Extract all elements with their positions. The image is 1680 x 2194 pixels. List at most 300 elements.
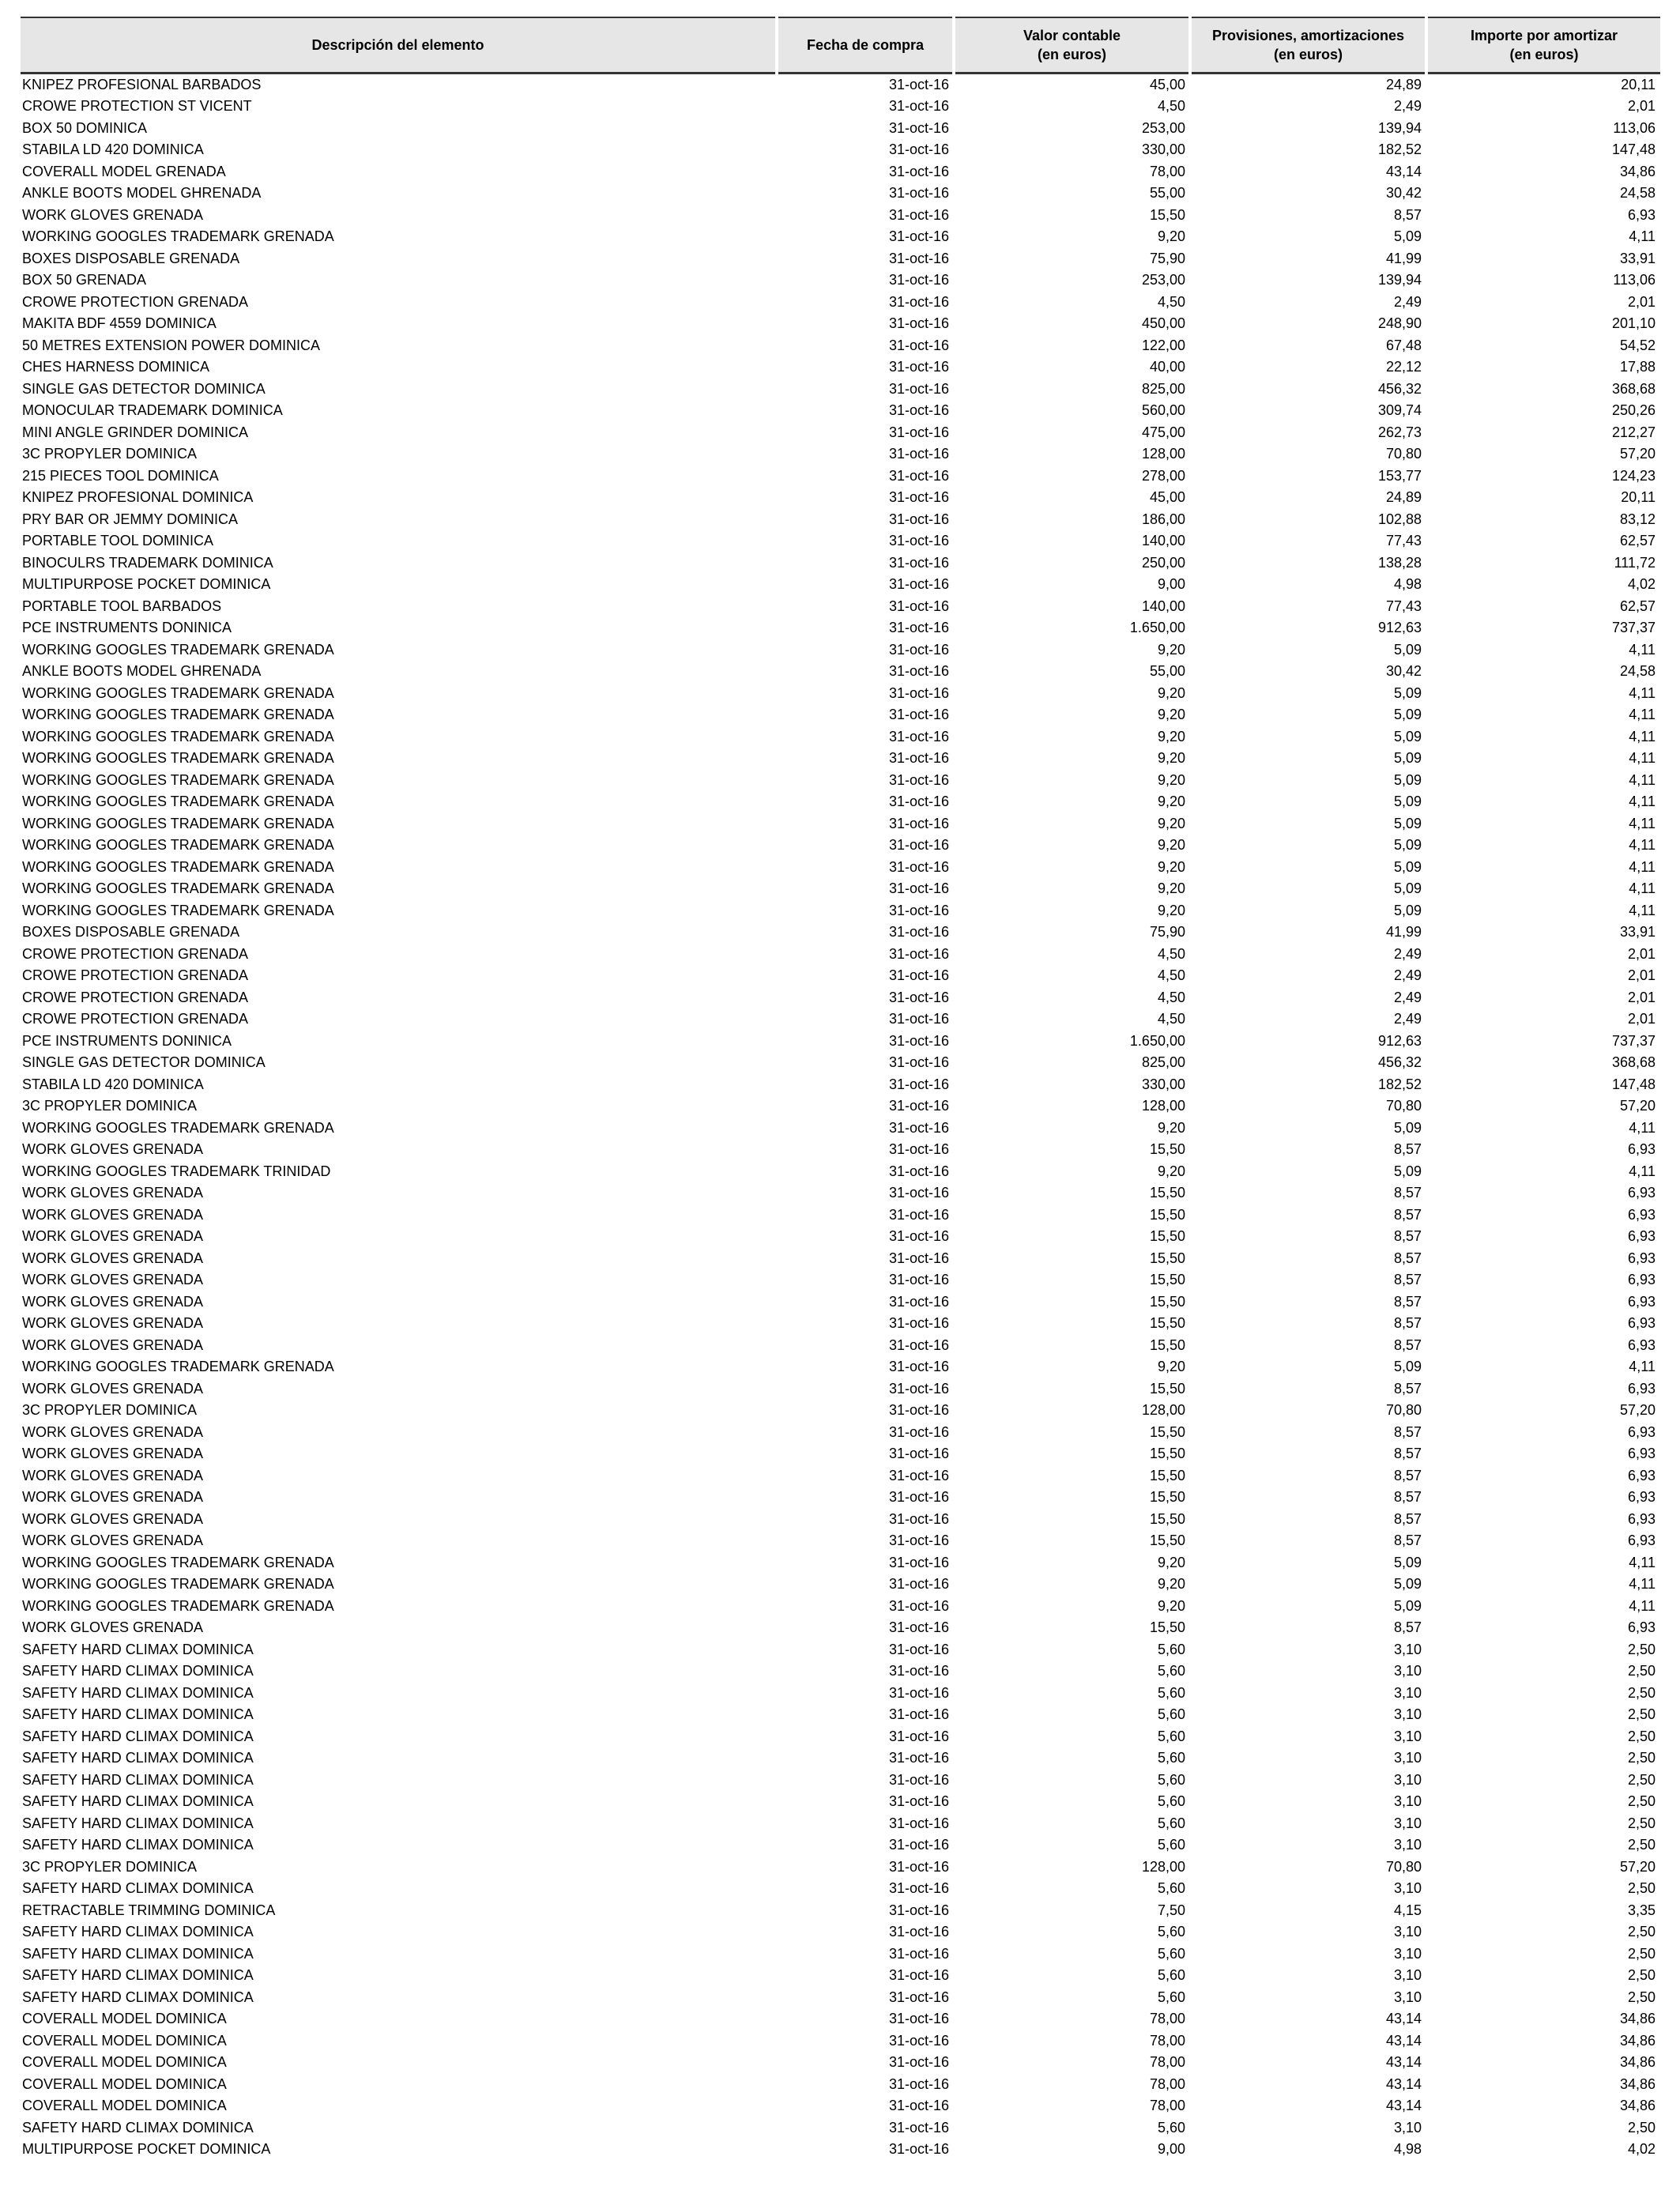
- cell-amount-to-amortize: 34,86: [1619, 2054, 1656, 2070]
- cell-purchase-date: 31-oct-16: [888, 2032, 949, 2049]
- cell-book-value: 15,50: [1149, 1619, 1185, 1635]
- cell-purchase-date: 31-oct-16: [888, 315, 949, 331]
- cell-provisions: 3,10: [1393, 1706, 1422, 1722]
- cell-book-value: 9,20: [1157, 1576, 1185, 1592]
- cell-description: CROWE PROTECTION GRENADA: [22, 967, 249, 983]
- table-row: [21, 379, 1660, 401]
- cell-provisions: 3,10: [1393, 1684, 1422, 1701]
- table-row: [21, 1400, 1660, 1422]
- cell-purchase-date: 31-oct-16: [888, 1880, 949, 1896]
- cell-amount-to-amortize: 4,11: [1629, 1163, 1656, 1179]
- cell-provisions: 43,14: [1385, 2054, 1422, 2070]
- cell-description: CROWE PROTECTION GRENADA: [22, 1011, 249, 1027]
- cell-amount-to-amortize: 6,93: [1627, 1380, 1656, 1397]
- cell-description: MAKITA BDF 4559 DOMINICA: [22, 315, 217, 331]
- cell-purchase-date: 31-oct-16: [888, 989, 949, 1005]
- cell-purchase-date: 31-oct-16: [888, 1532, 949, 1548]
- cell-purchase-date: 31-oct-16: [888, 1250, 949, 1266]
- table-row: [21, 2095, 1660, 2117]
- table-row: [21, 1747, 1660, 1770]
- header-book-value: Valor contable (en euros): [954, 17, 1190, 73]
- cell-book-value: 9,20: [1157, 641, 1185, 658]
- cell-description: WORKING GOOGLES TRADEMARK TRINIDAD: [22, 1163, 331, 1179]
- table-row: [21, 552, 1660, 575]
- table-row: [21, 443, 1660, 466]
- cell-book-value: 5,60: [1157, 1728, 1185, 1744]
- table-row: [21, 400, 1660, 422]
- header-purchase-date: Fecha de compra: [777, 17, 954, 73]
- table-row: [21, 1182, 1660, 1204]
- cell-book-value: 5,60: [1157, 1641, 1185, 1657]
- cell-provisions: 262,73: [1377, 424, 1422, 440]
- cell-amount-to-amortize: 4,11: [1629, 858, 1656, 875]
- cell-purchase-date: 31-oct-16: [888, 2075, 949, 2092]
- cell-amount-to-amortize: 34,86: [1619, 2098, 1656, 2113]
- table-row: [21, 639, 1660, 662]
- cell-purchase-date: 31-oct-16: [888, 1663, 949, 1679]
- table-row: [21, 1008, 1660, 1031]
- cell-purchase-date: 31-oct-16: [888, 359, 949, 375]
- table-row: [21, 1335, 1660, 1357]
- cell-amount-to-amortize: 4,11: [1629, 707, 1656, 722]
- cell-provisions: 8,57: [1393, 1206, 1422, 1223]
- table-row: [21, 1617, 1660, 1639]
- cell-purchase-date: 31-oct-16: [888, 250, 949, 266]
- cell-provisions: 8,57: [1393, 1619, 1422, 1635]
- cell-provisions: 2,49: [1393, 989, 1422, 1005]
- cell-description: WORKING GOOGLES TRADEMARK GRENADA: [22, 837, 334, 853]
- table-row: [21, 813, 1660, 835]
- cell-description: WORKING GOOGLES TRADEMARK GRENADA: [22, 707, 334, 722]
- cell-book-value: 5,60: [1157, 1945, 1185, 1962]
- cell-book-value: 9,20: [1157, 837, 1185, 853]
- cell-description: CHES HARNESS DOMINICA: [22, 359, 210, 375]
- cell-purchase-date: 31-oct-16: [888, 380, 949, 397]
- cell-book-value: 9,20: [1157, 1163, 1185, 1179]
- cell-provisions: 5,09: [1393, 684, 1422, 701]
- cell-purchase-date: 31-oct-16: [888, 2098, 949, 2113]
- table-row: [21, 900, 1660, 922]
- table-row: [21, 292, 1660, 314]
- table-row: [21, 661, 1660, 683]
- cell-purchase-date: 31-oct-16: [888, 924, 949, 940]
- table-row: [21, 1161, 1660, 1183]
- cell-provisions: 5,09: [1393, 837, 1422, 853]
- table-row: [21, 704, 1660, 726]
- table-row: [21, 1726, 1660, 1748]
- cell-provisions: 4,15: [1393, 1902, 1422, 1918]
- cell-amount-to-amortize: 4,11: [1629, 228, 1656, 244]
- cell-provisions: 153,77: [1377, 467, 1422, 484]
- cell-description: KNIPEZ PROFESIONAL BARBADOS: [22, 76, 262, 92]
- table-row: [21, 1443, 1660, 1465]
- cell-provisions: 43,14: [1385, 163, 1422, 179]
- cell-provisions: 43,14: [1385, 2075, 1422, 2092]
- cell-book-value: 825,00: [1141, 1054, 1185, 1070]
- cell-amount-to-amortize: 2,01: [1627, 98, 1656, 114]
- cell-book-value: 45,00: [1149, 489, 1185, 505]
- cell-book-value: 9,20: [1157, 228, 1185, 244]
- cell-purchase-date: 31-oct-16: [888, 467, 949, 484]
- cell-amount-to-amortize: 4,11: [1629, 902, 1656, 918]
- cell-book-value: 15,50: [1149, 1423, 1185, 1440]
- cell-purchase-date: 31-oct-16: [888, 1793, 949, 1809]
- cell-book-value: 5,60: [1157, 1815, 1185, 1831]
- cell-book-value: 186,00: [1141, 511, 1185, 527]
- cell-provisions: 309,74: [1377, 402, 1422, 418]
- cell-book-value: 15,50: [1149, 1315, 1185, 1331]
- header-row: [21, 17, 1660, 73]
- cell-amount-to-amortize: 33,91: [1619, 250, 1656, 266]
- cell-description: CROWE PROTECTION GRENADA: [22, 293, 249, 310]
- cell-amount-to-amortize: 6,93: [1627, 1336, 1656, 1353]
- table-row: [21, 878, 1660, 900]
- cell-amount-to-amortize: 6,93: [1627, 1315, 1656, 1331]
- cell-purchase-date: 31-oct-16: [888, 684, 949, 701]
- cell-book-value: 5,60: [1157, 1793, 1185, 1809]
- cell-amount-to-amortize: 4,11: [1629, 1576, 1656, 1592]
- cell-book-value: 128,00: [1141, 1858, 1185, 1875]
- cell-purchase-date: 31-oct-16: [888, 1576, 949, 1592]
- cell-book-value: 278,00: [1141, 467, 1185, 484]
- cell-description: SINGLE GAS DETECTOR DOMINICA: [22, 1054, 266, 1070]
- cell-book-value: 15,50: [1149, 1489, 1185, 1505]
- cell-description: WORKING GOOGLES TRADEMARK GRENADA: [22, 902, 334, 918]
- table-row: [21, 335, 1660, 357]
- table-row: [21, 1031, 1660, 1053]
- cell-description: WORKING GOOGLES TRADEMARK GRENADA: [22, 684, 334, 701]
- cell-book-value: 15,50: [1149, 206, 1185, 223]
- cell-book-value: 5,60: [1157, 1663, 1185, 1679]
- cell-amount-to-amortize: 368,68: [1611, 1054, 1656, 1070]
- cell-description: SAFETY HARD CLIMAX DOMINICA: [22, 2119, 254, 2136]
- cell-purchase-date: 31-oct-16: [888, 1467, 949, 1483]
- cell-provisions: 8,57: [1393, 1272, 1422, 1287]
- table-row: [21, 617, 1660, 639]
- cell-amount-to-amortize: 24,58: [1619, 185, 1656, 201]
- cell-amount-to-amortize: 6,93: [1627, 1228, 1656, 1244]
- cell-book-value: 4,50: [1157, 98, 1185, 114]
- cell-amount-to-amortize: 212,27: [1611, 424, 1656, 440]
- cell-amount-to-amortize: 147,48: [1611, 141, 1656, 157]
- table-row: [21, 313, 1660, 335]
- cell-provisions: 3,10: [1393, 1880, 1422, 1896]
- cell-amount-to-amortize: 4,02: [1627, 2141, 1656, 2157]
- cell-book-value: 5,60: [1157, 2119, 1185, 2136]
- cell-description: COVERALL MODEL DOMINICA: [22, 2032, 227, 2049]
- cell-provisions: 8,57: [1393, 1467, 1422, 1483]
- cell-purchase-date: 31-oct-16: [888, 902, 949, 918]
- cell-purchase-date: 31-oct-16: [888, 424, 949, 440]
- cell-book-value: 9,20: [1157, 771, 1185, 788]
- table-row: [21, 596, 1660, 618]
- cell-book-value: 4,50: [1157, 989, 1185, 1005]
- table-row: [21, 1313, 1660, 1335]
- cell-description: COVERALL MODEL GRENADA: [22, 163, 226, 179]
- cell-amount-to-amortize: 6,93: [1627, 1489, 1656, 1505]
- cell-book-value: 15,50: [1149, 1467, 1185, 1483]
- cell-purchase-date: 31-oct-16: [888, 1967, 949, 1983]
- cell-description: PORTABLE TOOL BARBADOS: [22, 598, 222, 614]
- cell-description: WORK GLOVES GRENADA: [22, 1250, 204, 1266]
- cell-description: SAFETY HARD CLIMAX DOMINICA: [22, 1750, 254, 1766]
- cell-amount-to-amortize: 4,11: [1629, 880, 1656, 896]
- cell-provisions: 8,57: [1393, 1250, 1422, 1266]
- cell-book-value: 15,50: [1149, 1141, 1185, 1157]
- cell-book-value: 5,60: [1157, 1989, 1185, 2005]
- cell-amount-to-amortize: 2,01: [1627, 967, 1656, 983]
- table-row: [21, 2052, 1660, 2074]
- cell-amount-to-amortize: 2,50: [1627, 1837, 1656, 1853]
- cell-amount-to-amortize: 2,50: [1627, 1771, 1656, 1788]
- table-row: [21, 248, 1660, 270]
- table-row: [21, 1921, 1660, 1943]
- cell-book-value: 128,00: [1141, 1098, 1185, 1114]
- cell-amount-to-amortize: 113,06: [1613, 119, 1656, 136]
- cell-amount-to-amortize: 6,93: [1627, 1293, 1656, 1310]
- cell-description: WORK GLOVES GRENADA: [22, 206, 204, 223]
- cell-description: BOX 50 GRENADA: [22, 272, 147, 288]
- cell-amount-to-amortize: 4,11: [1629, 1597, 1656, 1614]
- cell-amount-to-amortize: 4,11: [1629, 750, 1656, 766]
- cell-book-value: 15,50: [1149, 1510, 1185, 1527]
- cell-amount-to-amortize: 6,93: [1627, 1141, 1656, 1157]
- cell-provisions: 3,10: [1393, 1641, 1422, 1657]
- table-row: [21, 1378, 1660, 1400]
- cell-provisions: 3,10: [1393, 1924, 1422, 1940]
- cell-book-value: 9,20: [1157, 1554, 1185, 1570]
- cell-provisions: 3,10: [1393, 1967, 1422, 1983]
- cell-amount-to-amortize: 2,50: [1627, 1989, 1656, 2005]
- cell-description: STABILA LD 420 DOMINICA: [22, 141, 204, 157]
- cell-description: WORKING GOOGLES TRADEMARK GRENADA: [22, 1576, 334, 1592]
- table-row: [21, 1204, 1660, 1227]
- cell-book-value: 15,50: [1149, 1380, 1185, 1397]
- cell-description: WORK GLOVES GRENADA: [22, 1467, 204, 1483]
- cell-provisions: 5,09: [1393, 902, 1422, 918]
- cell-purchase-date: 31-oct-16: [888, 1837, 949, 1853]
- cell-description: SAFETY HARD CLIMAX DOMINICA: [22, 1989, 254, 2005]
- cell-amount-to-amortize: 4,11: [1629, 771, 1656, 788]
- table-row: [21, 857, 1660, 879]
- header-description: Descripción del elemento: [21, 17, 777, 73]
- cell-description: WORK GLOVES GRENADA: [22, 1206, 204, 1223]
- cell-purchase-date: 31-oct-16: [888, 1423, 949, 1440]
- table-row: [21, 205, 1660, 227]
- cell-provisions: 5,09: [1393, 1576, 1422, 1592]
- cell-amount-to-amortize: 6,93: [1627, 1619, 1656, 1635]
- cell-description: WORK GLOVES GRENADA: [22, 1619, 204, 1635]
- cell-description: SAFETY HARD CLIMAX DOMINICA: [22, 1924, 254, 1940]
- cell-provisions: 2,49: [1393, 945, 1422, 962]
- cell-provisions: 70,80: [1385, 1402, 1422, 1418]
- cell-purchase-date: 31-oct-16: [888, 1185, 949, 1201]
- table-row: [21, 1487, 1660, 1509]
- cell-book-value: 5,60: [1157, 1750, 1185, 1766]
- cell-provisions: 4,98: [1393, 576, 1422, 592]
- table-row: [21, 1639, 1660, 1661]
- cell-book-value: 55,00: [1149, 185, 1185, 201]
- cell-amount-to-amortize: 57,20: [1619, 1858, 1656, 1875]
- cell-amount-to-amortize: 4,11: [1629, 1359, 1656, 1374]
- cell-description: MULTIPURPOSE POCKET DOMINICA: [22, 2141, 271, 2157]
- cell-purchase-date: 31-oct-16: [888, 1619, 949, 1635]
- table-row: [21, 748, 1660, 770]
- cell-provisions: 2,49: [1393, 293, 1422, 310]
- cell-book-value: 15,50: [1149, 1293, 1185, 1310]
- cell-book-value: 9,20: [1157, 1119, 1185, 1136]
- cell-amount-to-amortize: 6,93: [1627, 1250, 1656, 1266]
- cell-description: BOX 50 DOMINICA: [22, 119, 148, 136]
- cell-amount-to-amortize: 20,11: [1621, 489, 1656, 505]
- cell-book-value: 15,50: [1149, 1336, 1185, 1353]
- cell-purchase-date: 31-oct-16: [888, 1750, 949, 1766]
- cell-purchase-date: 31-oct-16: [888, 185, 949, 201]
- cell-provisions: 5,09: [1393, 1554, 1422, 1570]
- cell-provisions: 8,57: [1393, 1336, 1422, 1353]
- table-row: [21, 1878, 1660, 1900]
- cell-amount-to-amortize: 6,93: [1627, 1185, 1656, 1201]
- cell-description: ANKLE BOOTS MODEL GHRENADA: [22, 663, 262, 679]
- cell-description: WORK GLOVES GRENADA: [22, 1510, 204, 1527]
- cell-provisions: 5,09: [1393, 1119, 1422, 1136]
- cell-book-value: 15,50: [1149, 1206, 1185, 1223]
- cell-description: PCE INSTRUMENTS DONINICA: [22, 1032, 232, 1049]
- cell-description: 3C PROPYLER DOMINICA: [22, 446, 198, 462]
- cell-purchase-date: 31-oct-16: [888, 337, 949, 353]
- cell-amount-to-amortize: 124,23: [1611, 467, 1656, 484]
- cell-provisions: 5,09: [1393, 794, 1422, 809]
- table-row: [21, 139, 1660, 161]
- table-row: [21, 965, 1660, 987]
- cell-book-value: 9,20: [1157, 728, 1185, 745]
- cell-provisions: 5,09: [1393, 1597, 1422, 1614]
- cell-description: WORK GLOVES GRENADA: [22, 1446, 204, 1461]
- cell-description: COVERALL MODEL DOMINICA: [22, 2054, 227, 2070]
- cell-book-value: 9,00: [1157, 576, 1185, 592]
- cell-book-value: 140,00: [1141, 598, 1185, 614]
- table-row: [21, 356, 1660, 379]
- cell-provisions: 8,57: [1393, 206, 1422, 223]
- cell-provisions: 70,80: [1385, 1098, 1422, 1114]
- cell-provisions: 3,10: [1393, 1793, 1422, 1809]
- cell-purchase-date: 31-oct-16: [888, 272, 949, 288]
- cell-description: WORKING GOOGLES TRADEMARK GRENADA: [22, 771, 334, 788]
- cell-purchase-date: 31-oct-16: [888, 1989, 949, 2005]
- cell-purchase-date: 31-oct-16: [888, 576, 949, 592]
- table-row: [21, 835, 1660, 857]
- cell-purchase-date: 31-oct-16: [888, 228, 949, 244]
- table-row: [21, 922, 1660, 944]
- cell-description: WORKING GOOGLES TRADEMARK GRENADA: [22, 1554, 334, 1570]
- cell-purchase-date: 31-oct-16: [888, 707, 949, 722]
- cell-purchase-date: 31-oct-16: [888, 794, 949, 809]
- cell-purchase-date: 31-oct-16: [888, 1228, 949, 1244]
- cell-purchase-date: 31-oct-16: [888, 1728, 949, 1744]
- cell-purchase-date: 31-oct-16: [888, 1402, 949, 1418]
- cell-description: WORKING GOOGLES TRADEMARK GRENADA: [22, 815, 334, 831]
- table-row: [21, 987, 1660, 1009]
- table-row: [21, 574, 1660, 596]
- cell-purchase-date: 31-oct-16: [888, 880, 949, 896]
- table-row: [21, 161, 1660, 183]
- cell-book-value: 40,00: [1149, 359, 1185, 375]
- cell-purchase-date: 31-oct-16: [888, 1076, 949, 1092]
- cell-purchase-date: 31-oct-16: [888, 2054, 949, 2070]
- cell-purchase-date: 31-oct-16: [888, 1206, 949, 1223]
- cell-purchase-date: 31-oct-16: [888, 206, 949, 223]
- cell-amount-to-amortize: 57,20: [1619, 1098, 1656, 1114]
- cell-provisions: 5,09: [1393, 880, 1422, 896]
- cell-book-value: 9,20: [1157, 707, 1185, 722]
- cell-provisions: 8,57: [1393, 1141, 1422, 1157]
- cell-provisions: 5,09: [1393, 228, 1422, 244]
- table-row: [21, 1552, 1660, 1574]
- cell-description: BINOCULRS TRADEMARK DOMINICA: [22, 554, 273, 571]
- table-row: [21, 226, 1660, 248]
- cell-description: SINGLE GAS DETECTOR DOMINICA: [22, 380, 266, 397]
- cell-provisions: 5,09: [1393, 771, 1422, 788]
- table-row: [21, 1661, 1660, 1683]
- cell-book-value: 78,00: [1149, 2054, 1185, 2070]
- cell-provisions: 3,10: [1393, 1945, 1422, 1962]
- table-row: [21, 73, 1660, 96]
- cell-provisions: 182,52: [1377, 141, 1422, 157]
- cell-book-value: 78,00: [1149, 163, 1185, 179]
- cell-description: SAFETY HARD CLIMAX DOMINICA: [22, 1793, 254, 1809]
- cell-purchase-date: 31-oct-16: [888, 728, 949, 745]
- table-row: [21, 1900, 1660, 1922]
- cell-description: WORK GLOVES GRENADA: [22, 1489, 204, 1505]
- cell-book-value: 253,00: [1141, 119, 1185, 136]
- cell-provisions: 41,99: [1385, 924, 1422, 940]
- header-amount-to-amortize: Importe por amortizar (en euros): [1426, 17, 1660, 73]
- cell-amount-to-amortize: 2,50: [1627, 1967, 1656, 1983]
- cell-amount-to-amortize: 2,50: [1627, 2119, 1656, 2136]
- cell-book-value: 9,00: [1157, 2141, 1185, 2157]
- cell-purchase-date: 31-oct-16: [888, 2011, 949, 2026]
- cell-description: WORKING GOOGLES TRADEMARK GRENADA: [22, 1597, 334, 1614]
- cell-amount-to-amortize: 2,50: [1627, 1684, 1656, 1701]
- cell-description: WORK GLOVES GRENADA: [22, 1141, 204, 1157]
- cell-book-value: 250,00: [1141, 554, 1185, 571]
- cell-book-value: 253,00: [1141, 272, 1185, 288]
- cell-provisions: 2,49: [1393, 1011, 1422, 1027]
- cell-provisions: 41,99: [1385, 250, 1422, 266]
- cell-book-value: 5,60: [1157, 1771, 1185, 1788]
- table-row: [21, 1074, 1660, 1096]
- cell-purchase-date: 31-oct-16: [888, 1272, 949, 1287]
- cell-amount-to-amortize: 6,93: [1627, 1510, 1656, 1527]
- table-row: [21, 422, 1660, 444]
- cell-provisions: 3,10: [1393, 1989, 1422, 2005]
- cell-amount-to-amortize: 33,91: [1619, 924, 1656, 940]
- cell-amount-to-amortize: 6,93: [1627, 1467, 1656, 1483]
- cell-amount-to-amortize: 2,50: [1627, 1641, 1656, 1657]
- cell-amount-to-amortize: 2,50: [1627, 1706, 1656, 1722]
- cell-book-value: 78,00: [1149, 2098, 1185, 2113]
- cell-description: WORKING GOOGLES TRADEMARK GRENADA: [22, 794, 334, 809]
- table-row: [21, 2074, 1660, 2096]
- cell-amount-to-amortize: 4,11: [1629, 794, 1656, 809]
- cell-provisions: 912,63: [1377, 620, 1422, 635]
- cell-description: MULTIPURPOSE POCKET DOMINICA: [22, 576, 271, 592]
- cell-description: SAFETY HARD CLIMAX DOMINICA: [22, 1771, 254, 1788]
- cell-amount-to-amortize: 2,50: [1627, 1945, 1656, 1962]
- table-row: [21, 2030, 1660, 2053]
- cell-book-value: 5,60: [1157, 1837, 1185, 1853]
- table-row: [21, 1465, 1660, 1487]
